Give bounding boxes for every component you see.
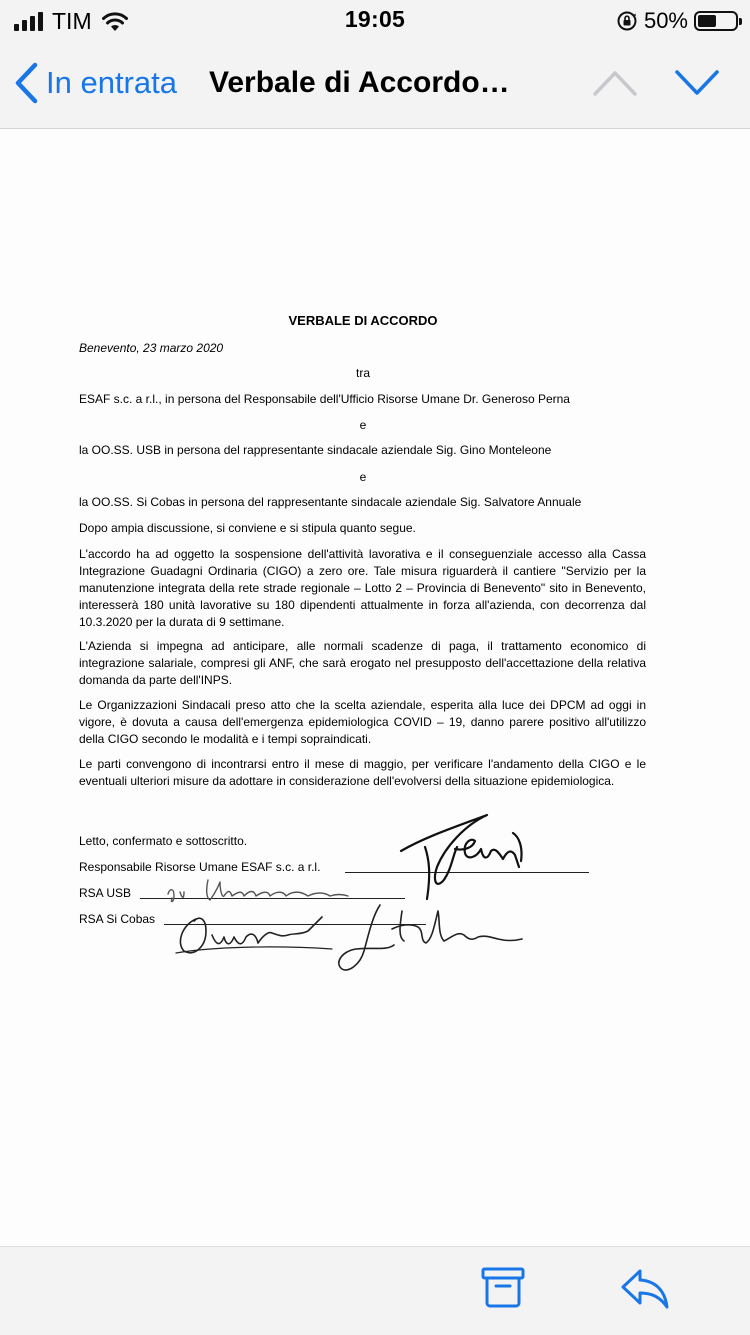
document-place-date: Benevento, 23 marzo 2020 — [79, 341, 224, 355]
document-party-sicobas: la OO.SS. Si Cobas in persona del rappresentante sindacale aziendale Sig. Salvatore Annuale — [79, 495, 582, 509]
navigation-bar — [0, 42, 750, 129]
next-message-button[interactable] — [674, 68, 720, 103]
chevron-down-icon — [674, 68, 720, 98]
signature-annuale — [172, 891, 532, 983]
document-party-esaf: ESAF s.c. a r.l., in persona del Responsabile dell'Ufficio Risorse Umane Dr. Generoso Perna — [79, 392, 570, 406]
document-paragraph-1: L'accordo ha ad oggetto la sospensione dell'attività lavorativa e il conseguenziale accesso alla Cassa Integrazione Guadagni Ordinaria (CIGO) a zero ore. Tale misura riguarderà il cantiere "Servizio per la manutenzione integrata della rete strade regionale – Lotto 2 – Provincia di Benevento" sito in Benevento, interesserà 180 unità lavorative su 180 dipendenti attualmente in forza all'azienda, con decorrenza dal 10.3.2020 per la durata di 9 settimane. — [79, 547, 646, 629]
document-attachment — [0, 129, 750, 1245]
document-tra: tra — [355, 366, 370, 380]
back-button[interactable] — [14, 60, 177, 106]
signature-label-sicobas: RSA Si Cobas — [79, 912, 156, 926]
document-paragraph-3: Le Organizzazioni Sindacali preso atto che la scelta aziendale, esperita alla luce dei DPCM ad oggi in vigore, è dovuta a causa dell'emergenza epidemiologica COVID – 19, danno parere positivo all'utilizzo della CIGO secondo le modalità e i tempi sopraindicati. — [79, 698, 646, 746]
document-e-2: e — [359, 470, 367, 484]
document-closing: Letto, confermato e sottoscritto. — [79, 834, 248, 848]
archive-icon — [480, 1265, 526, 1311]
status-right — [616, 8, 738, 34]
carrier-name: TIM — [52, 7, 92, 34]
signature-label-usb: RSA USB — [79, 886, 132, 900]
document-e-1: e — [359, 418, 367, 432]
reply-button[interactable] — [620, 1265, 670, 1316]
archive-button[interactable] — [480, 1265, 526, 1316]
message-title: Verbale di Accordo… — [209, 66, 510, 99]
back-label: In entrata — [46, 65, 177, 100]
signature-label-esaf: Responsabile Risorse Umane ESAF s.c. a r.l. — [79, 860, 321, 874]
battery-percent: 50% — [643, 8, 688, 33]
orientation-lock-icon — [616, 10, 638, 32]
chevron-up-icon — [592, 68, 638, 98]
document-paragraph-4: Le parti convengono di incontrarsi entro il mese di maggio, per verificare l'andamento della CIGO e le eventuali ulteriori misure da adottare in considerazione dell'evolversi della situazione epidemiologica. — [79, 757, 646, 788]
document-party-usb: la OO.SS. USB in persona del rappresentante sindacale aziendale Sig. Gino Monteleone — [79, 443, 552, 457]
previous-message-button[interactable] — [592, 68, 638, 103]
status-time: 19:05 — [344, 6, 406, 32]
chevron-left-icon — [14, 62, 38, 104]
document-title: VERBALE DI ACCORDO — [288, 313, 438, 328]
bottom-toolbar — [0, 1246, 750, 1335]
battery-icon — [694, 11, 738, 31]
reply-icon — [620, 1265, 670, 1311]
status-bar — [0, 0, 750, 42]
battery-fill — [698, 15, 716, 27]
document-intro: Dopo ampia discussione, si conviene e si stipula quanto segue. — [79, 521, 416, 535]
document-paragraph-2: L'Azienda si impegna ad anticipare, alle normali scadenze di paga, il trattamento economico di integrazione salariale, compresi gli ANF, che sarà erogato nel presupposto dell'accettazione della relativa domanda da parte dell'INPS. — [79, 639, 646, 687]
